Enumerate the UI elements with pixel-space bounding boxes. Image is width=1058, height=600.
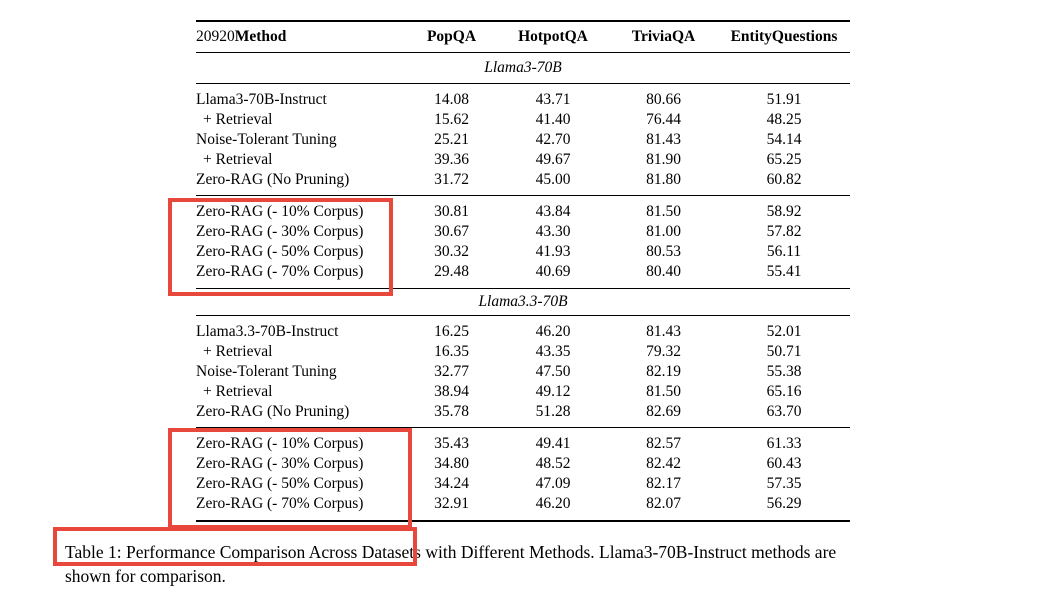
method-cell: Zero-RAG (- 10% Corpus)	[196, 203, 364, 221]
triviaqa-value: 82.57	[646, 435, 681, 453]
hotpotqa-value: 49.67	[535, 151, 571, 169]
method-cell: Zero-RAG (- 50% Corpus)	[196, 243, 364, 261]
popqa-value: 32.77	[434, 363, 469, 381]
method-cell: Noise-Tolerant Tuning	[196, 363, 337, 381]
entityquestions-value: 52.01	[766, 323, 802, 341]
hotpotqa-value: 43.30	[535, 223, 571, 241]
line-number-artifact: 20920	[196, 28, 235, 46]
triviaqa-value: 81.43	[646, 131, 681, 149]
method-cell: Noise-Tolerant Tuning	[196, 131, 337, 149]
method-cell: Zero-RAG (- 70% Corpus)	[196, 495, 364, 513]
popqa-value: 32.91	[434, 495, 469, 513]
method-cell: Zero-RAG (- 70% Corpus)	[196, 263, 364, 281]
popqa-value: 35.78	[434, 403, 469, 421]
popqa-value: 29.48	[434, 263, 469, 281]
hotpotqa-value: 41.40	[535, 111, 571, 129]
method-header-cell	[196, 29, 406, 45]
table-row	[196, 402, 850, 422]
section-header-llama3-70b: Llama3-70B	[196, 53, 850, 84]
popqa-value: 34.80	[434, 455, 469, 473]
column-header-triviaqa: TriviaQA	[631, 28, 696, 46]
table-row	[196, 362, 850, 382]
triviaqa-value: 81.00	[646, 223, 681, 241]
annotation-box-zero-rag-section-1	[168, 198, 393, 296]
method-cell: Zero-RAG (- 50% Corpus)	[196, 475, 364, 493]
method-cell: Zero-RAG (No Pruning)	[196, 171, 350, 189]
triviaqa-value: 81.80	[646, 171, 681, 189]
hotpotqa-value: 43.71	[535, 91, 571, 109]
triviaqa-value: 80.40	[646, 263, 681, 281]
table-row	[196, 322, 850, 342]
caption-line-2: shown for comparison.	[65, 565, 226, 586]
annotation-box-caption-highlight	[53, 527, 417, 566]
triviaqa-value: 80.53	[646, 243, 681, 261]
method-cell: + Retrieval	[203, 343, 273, 361]
hotpotqa-value: 41.93	[535, 243, 571, 261]
hotpotqa-value: 51.28	[535, 403, 571, 421]
hotpotqa-value: 43.35	[535, 343, 571, 361]
entityquestions-value: 55.41	[766, 263, 802, 281]
table-row	[196, 170, 850, 190]
entityquestions-value: 63.70	[766, 403, 802, 421]
row-group	[196, 84, 850, 196]
entityquestions-value: 56.29	[766, 495, 802, 513]
triviaqa-value: 82.17	[646, 475, 681, 493]
row-group	[196, 316, 850, 428]
triviaqa-value: 81.90	[646, 151, 681, 169]
hotpotqa-value: 42.70	[535, 131, 571, 149]
entityquestions-value: 60.43	[766, 455, 802, 473]
triviaqa-value: 82.19	[646, 363, 681, 381]
popqa-value: 39.36	[434, 151, 469, 169]
table-row	[196, 110, 850, 130]
popqa-value: 16.25	[434, 323, 469, 341]
table-row	[196, 150, 850, 170]
table-header-row	[196, 22, 850, 53]
entityquestions-value: 58.92	[766, 203, 802, 221]
entityquestions-value: 48.25	[766, 111, 802, 129]
entityquestions-value: 60.82	[766, 171, 802, 189]
entityquestions-value: 50.71	[766, 343, 802, 361]
triviaqa-value: 76.44	[646, 111, 681, 129]
triviaqa-value: 82.42	[646, 455, 681, 473]
triviaqa-value: 79.32	[646, 343, 681, 361]
entityquestions-value: 54.14	[766, 131, 802, 149]
entityquestions-value: 56.11	[766, 243, 802, 261]
method-header-label: Method	[234, 28, 287, 46]
popqa-value: 14.08	[434, 91, 469, 109]
popqa-value: 30.67	[434, 223, 469, 241]
entityquestions-value: 65.25	[766, 151, 802, 169]
hotpotqa-value: 40.69	[535, 263, 571, 281]
entityquestions-value: 57.82	[766, 223, 802, 241]
method-cell: Zero-RAG (No Pruning)	[196, 403, 350, 421]
popqa-value: 35.43	[434, 435, 469, 453]
table-row	[196, 130, 850, 150]
hotpotqa-value: 45.00	[535, 171, 571, 189]
entityquestions-value: 55.38	[766, 363, 802, 381]
hotpotqa-value: 47.50	[535, 363, 571, 381]
triviaqa-value: 81.50	[646, 203, 681, 221]
method-cell: + Retrieval	[203, 111, 273, 129]
hotpotqa-value: 48.52	[535, 455, 571, 473]
hotpotqa-value: 47.09	[535, 475, 571, 493]
hotpotqa-value: 46.20	[535, 323, 571, 341]
hotpotqa-value: 49.12	[535, 383, 571, 401]
entityquestions-value: 51.91	[766, 91, 802, 109]
triviaqa-value: 82.07	[646, 495, 681, 513]
method-cell: Zero-RAG (- 30% Corpus)	[196, 223, 364, 241]
popqa-value: 38.94	[434, 383, 469, 401]
section-header-llama3.3-70b: Llama3.3-70B	[196, 289, 850, 316]
triviaqa-value: 81.50	[646, 383, 681, 401]
method-cell: Llama3.3-70B-Instruct	[196, 323, 339, 341]
hotpotqa-value: 46.20	[535, 495, 571, 513]
popqa-value: 25.21	[434, 131, 469, 149]
method-cell: + Retrieval	[203, 383, 273, 401]
triviaqa-value: 81.43	[646, 323, 681, 341]
popqa-value: 30.32	[434, 243, 469, 261]
table-row	[196, 382, 850, 402]
method-cell: + Retrieval	[203, 151, 273, 169]
caption-line-1: Table 1: Performance Comparison Across Datasets with Different Methods. Llama3-70B-Instruct methods are	[65, 542, 837, 562]
popqa-value: 34.24	[434, 475, 469, 493]
triviaqa-value: 80.66	[646, 91, 681, 109]
hotpotqa-value: 49.41	[535, 435, 571, 453]
table-row	[196, 90, 850, 110]
triviaqa-value: 82.69	[646, 403, 681, 421]
column-header-entityquestions: EntityQuestions	[730, 28, 838, 46]
popqa-value: 15.62	[434, 111, 469, 129]
entityquestions-value: 65.16	[766, 383, 802, 401]
annotation-box-zero-rag-section-2	[168, 428, 412, 529]
hotpotqa-value: 43.84	[535, 203, 571, 221]
method-cell: Llama3-70B-Instruct	[196, 91, 327, 109]
popqa-value: 16.35	[434, 343, 469, 361]
entityquestions-value: 61.33	[766, 435, 802, 453]
popqa-value: 30.81	[434, 203, 469, 221]
popqa-value: 31.72	[434, 171, 469, 189]
column-header-hotpotqa: HotpotQA	[518, 28, 588, 46]
entityquestions-value: 57.35	[766, 475, 802, 493]
method-cell: Zero-RAG (- 30% Corpus)	[196, 455, 364, 473]
method-cell: Zero-RAG (- 10% Corpus)	[196, 435, 364, 453]
table-row	[196, 342, 850, 362]
column-header-popqa: PopQA	[426, 28, 477, 46]
